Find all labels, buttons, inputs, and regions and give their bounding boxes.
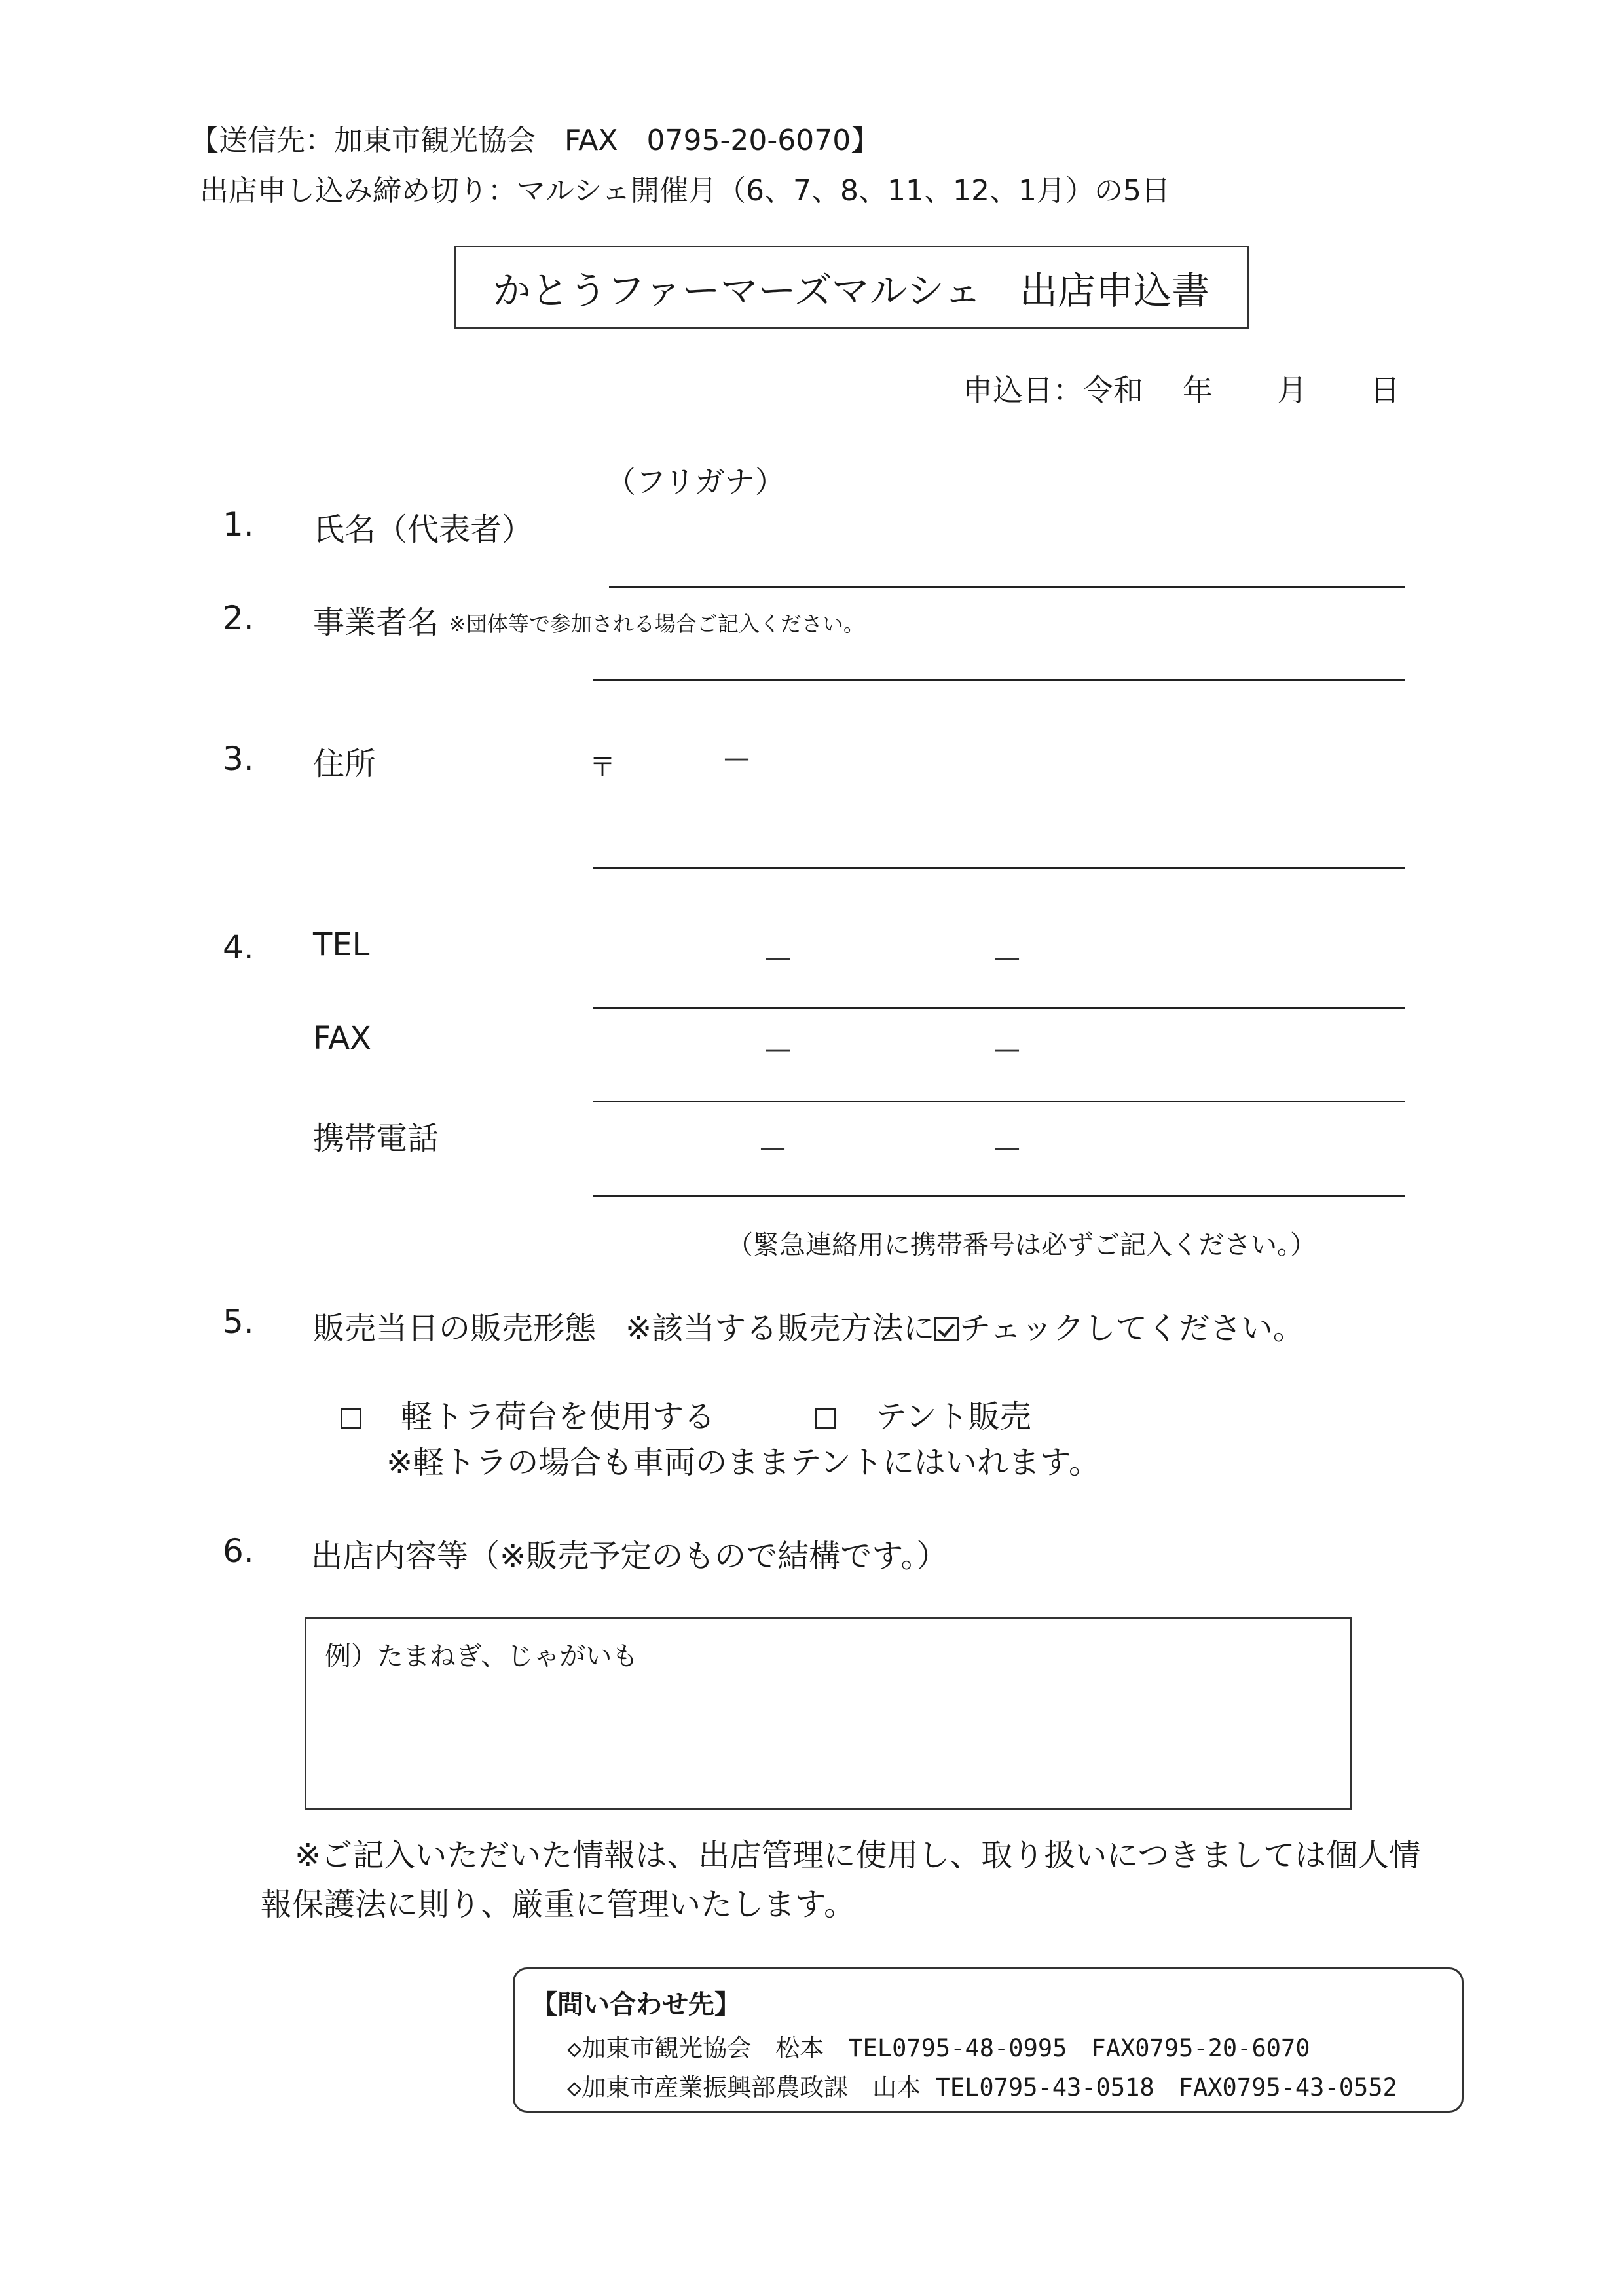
sales-format-instruction: [625, 1303, 1304, 1348]
fax-dash-1: —: [765, 1034, 791, 1065]
kei-truck-checkbox[interactable]: [341, 1408, 361, 1429]
furigana-label: （フリガナ）: [606, 464, 785, 500]
contents-label: 出店内容等（※販売予定のもので結構です。）: [311, 1538, 948, 1575]
name-label: 氏名（代表者）: [313, 511, 534, 548]
contact-line-1: ◇加東市観光協会 松本 TEL0795-48-0995 FAX0795-20-6070: [567, 2034, 1310, 2062]
fax-input-line[interactable]: [593, 1101, 1405, 1102]
item-3-number: 3.: [223, 740, 254, 778]
form-title-box: [454, 246, 1249, 329]
address-label: 住所: [313, 746, 377, 782]
item-5-number: 5.: [223, 1303, 254, 1341]
contents-input-box[interactable]: [304, 1617, 1352, 1810]
item-4-number: 4.: [223, 928, 254, 966]
mobile-dash-2: —: [994, 1133, 1020, 1163]
privacy-note-line-2: 報保護法に則り、厳重に管理いたします。: [261, 1886, 856, 1923]
tent-checkbox[interactable]: [815, 1408, 836, 1429]
application-date-label: 申込日：令和: [963, 373, 1143, 408]
date-month-label: 月: [1277, 373, 1307, 408]
business-name-input-line[interactable]: [593, 679, 1405, 681]
name-input-line[interactable]: [609, 586, 1405, 588]
tel-dash-1: —: [765, 943, 791, 973]
contents-example: 例）たまねぎ、じゃがいも: [325, 1641, 638, 1671]
kei-truck-label: 軽トラ荷台を使用する: [401, 1398, 716, 1435]
fax-dash-2: —: [994, 1034, 1020, 1065]
postal-mark-icon: 〒: [589, 752, 616, 782]
kei-truck-note: ※軽トラの場合も車両のままテントにはいれます。: [386, 1444, 1100, 1481]
item-6-number: 6.: [223, 1532, 254, 1570]
business-name-label: 事業者名: [313, 604, 439, 641]
tel-dash-2: —: [994, 943, 1020, 973]
item-1-number: 1.: [223, 505, 254, 543]
mobile-label: 携帯電話: [313, 1120, 439, 1157]
mobile-input-line[interactable]: [593, 1195, 1405, 1197]
fax-label: FAX: [313, 1020, 371, 1057]
tel-input-line[interactable]: [593, 1007, 1405, 1009]
checkbox-checked-icon: [934, 1317, 959, 1341]
address-input-line[interactable]: [593, 867, 1405, 869]
tel-label: TEL: [313, 926, 370, 963]
option-tent[interactable]: [815, 1391, 1031, 1436]
deadline-line: 出店申し込み締め切り：マルシェ開催月（6、7、8、11、12、1月）の5日: [200, 174, 1170, 208]
contact-heading: 【問い合わせ先】: [531, 1990, 741, 2020]
postal-dash: —: [724, 743, 750, 773]
mobile-note: （緊急連絡用に携帯番号は必ずご記入ください。）: [727, 1230, 1316, 1260]
mobile-dash-1: —: [760, 1133, 786, 1163]
sales-format-label: 販売当日の販売形態: [313, 1310, 597, 1347]
date-day-label: 日: [1370, 373, 1400, 408]
option-kei-truck[interactable]: [341, 1391, 715, 1436]
contact-box: [513, 1967, 1464, 2113]
tent-label: テント販売: [876, 1398, 1031, 1435]
business-name-note: ※団体等で参加される場合ご記入ください。: [449, 611, 864, 636]
instruction-pre: ※該当する販売方法に: [625, 1310, 935, 1347]
instruction-post: チェックしてください。: [959, 1310, 1304, 1347]
date-year-label: 年: [1183, 373, 1213, 408]
privacy-note-line-1: ※ご記入いただいた情報は、出店管理に使用し、取り扱いにつきましては個人情: [295, 1837, 1421, 1874]
form-title: かとうファーマーズマルシェ 出店申込書: [492, 268, 1210, 313]
item-2-number: 2.: [223, 599, 254, 637]
destination-line: 【送信先：加東市観光協会 FAX 0795-20-6070】: [190, 124, 880, 157]
contact-line-2: ◇加東市産業振興部農政課 山本 TEL0795-43-0518 FAX0795-43-0552: [567, 2073, 1397, 2102]
